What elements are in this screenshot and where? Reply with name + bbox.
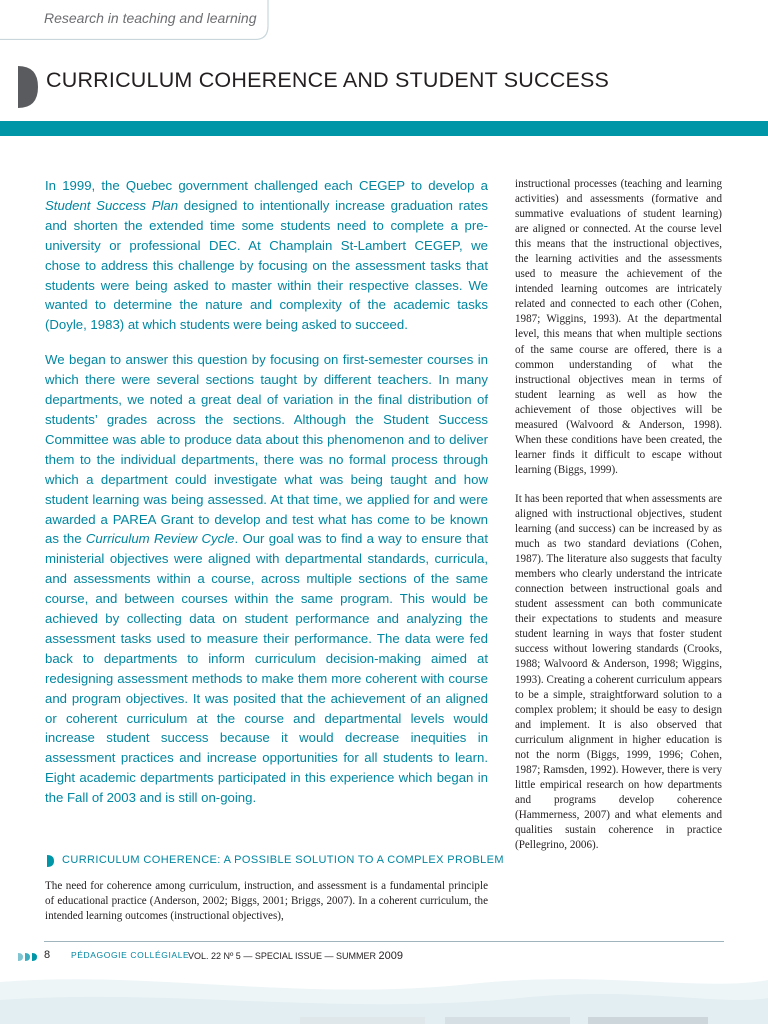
section-heading-text: CURRICULUM COHERENCE: A POSSIBLE SOLUTION TO A COMPLEX PROBLEM <box>62 854 504 866</box>
emphasis: Curriculum Review Cycle <box>85 531 235 547</box>
section-body <box>45 879 488 924</box>
title-rule <box>0 121 768 136</box>
issue-info <box>188 950 403 962</box>
right-column <box>515 177 722 867</box>
journal-name: PÉDAGOGIE COLLÉGIALE <box>71 950 190 960</box>
title-marker-icon <box>16 66 40 108</box>
page-number: 8 <box>44 949 51 961</box>
emphasis: Student Success Plan <box>45 197 179 213</box>
section-heading <box>45 852 504 870</box>
title-block <box>16 64 756 110</box>
page-title: CURRICULUM COHERENCE AND STUDENT SUCCESS <box>46 68 610 92</box>
section-marker-icon <box>46 855 56 867</box>
issue-year: 2009 <box>378 950 403 962</box>
text-run: We began to answer this question by focusing on first-semester courses in which there were several sections taught by different teachers. In many departments, we noted a great deal of variation in the final distribution of students’ grades across the sections. Although the Student Success Committee was able to produce data about this phenomenon and to deliver them to the individual departments, there was no formal process through which a department could investigate what was being taught and how student learning was being assessed. At that time, we applied for and were awarded a PAREA Grant to develop and test what has come to be known as the <box>45 352 488 547</box>
left-column <box>45 176 488 823</box>
text-run: In 1999, the Quebec government challenged each CEGEP to develop a <box>45 178 488 193</box>
issue-text: VOL. 22 Nº 5 — SPECIAL ISSUE — SUMMER <box>188 951 379 961</box>
intro-paragraph <box>45 176 488 335</box>
text-run: designed to intentionally increase graduation rates and shorten the extended time some students need to complete a pre-university or professional DEC. At Champlain St-Lambert CEGEP, we chose to address this challenge by focusing on the assessment tasks that students were being asked to master within their respective classes. We wanted to determine the nature and complexity of the academic tasks (Doyle, 1983) at which students were being asked to succeed. <box>45 197 488 333</box>
running-head <box>0 0 270 40</box>
footer-arrows-icon <box>18 952 40 962</box>
right-paragraph-1: instructional processes (teaching and learning activities) and assessments (formative and summative evaluations of student learning) are aligned or connected. At the course level this means that the instructional objectives, the learning activities and the assessments used to measure the achievement of the intended learning outcomes are intricately related and connected to each other (Cohen, 1987; Wiggins, 1993). At the departmental level, this means that when multiple sections of the same course are offered, there is a common understanding of what the instructional objectives mean in terms of student learning as well as how the achievement of those objectives will be measured (Walvoord & Anderson, 1998). When these conditions have been created, the learner finds it difficult to escape without learning (Biggs, 1999). <box>515 178 722 476</box>
running-head-text: Research in teaching and learning <box>44 10 257 26</box>
second-paragraph <box>45 350 488 808</box>
section-paragraph: The need for coherence among curriculum, instruction, and assessment is a fundamental principle of educational practice (Anderson, 2002; Biggs, 2001; Briggs, 2007). In a coherent curriculum, the intended learning outcomes (instructional objectives), <box>45 880 488 923</box>
decorative-wave <box>0 962 768 1024</box>
footer-rule <box>44 941 724 942</box>
text-run: . Our goal was to find a way to ensure that ministerial objectives were aligned with departmental standards, curricula, and assessments within a course, across multiple sections of the same course, and between courses within the same program. This would be achieved by collecting data on student performance and analyzing the assessment tasks used to measure their performance. The data were fed back to departments to inform curriculum decision-making aimed at redesigning assessment methods to make them more coherent with course and program objectives. It was posited that the achievement of an aligned or coherent curriculum at the course and departmental levels would increase student success because it would decrease inequities in assessment practices and increase opportunities for all students to learn. Eight academic departments participated in this experience which began in the Fall of 2003 and is still on-going. <box>45 531 488 806</box>
right-paragraph-2: It has been reported that when assessments are aligned with instructional objectives, student learning (and success) can be increased by as much as two standard deviations (Cohen, 1987). The literature also suggests that faculty members who clearly understand the intricate connection between instructional goals and student assessment can both communicate their expectations to students and measure student learning in ways that foster student success without lowering standards (Crooks, 1988; Walvoord & Anderson, 1998; Wiggins, 1993). Creating a coherent curriculum appears to be a simple, straightforward solution to a complex problem; it should be easy to design and implement. It is also observed that curriculum alignment in higher education is not the norm (Biggs, 1999, 1996; Cohen, 1987; Ramsden, 1992). However, there is very little empirical research on how departments and programs develop coherence (Hammerness, 2007) and what elements and qualities sustain coherence in practice (Pellegrino, 2006). <box>515 492 722 852</box>
